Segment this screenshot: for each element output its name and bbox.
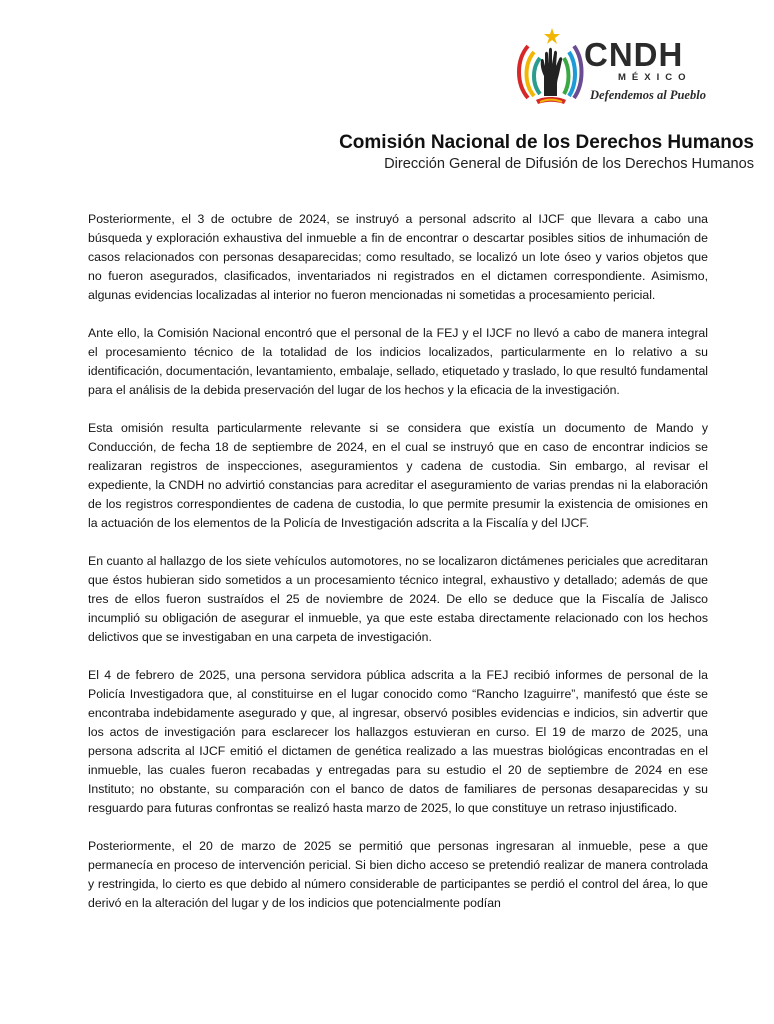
raised-hand-emblem-icon [514,26,584,106]
institution-title: Comisión Nacional de los Derechos Humanos [339,132,754,153]
document-header [339,132,754,174]
cndh-logo [514,26,734,110]
logo-tagline: Defendemos al Pueblo [590,88,706,102]
paragraph: Posteriormente, el 20 de marzo de 2025 se permitió que personas ingresaran al inmueble, pese a que permanecía en proceso de intervención pericial. Si bien dicho acceso se pretendió realizar de manera controlada y restringida, lo cierto es que debido al número considerable de participantes se perdió el control del área, lo que derivó en la alteración del lugar y de los indicios que potencialmente podían [88,839,708,910]
paragraph: En cuanto al hallazgo de los siete vehículos automotores, no se localizaron dictámenes periciales que acreditaran que éstos hubieran sido sometidos a un procesamiento técnico integral, exhaustivo y detallado; además de que tres de ellos fueron sustraídos el 25 de noviembre de 2024. De ello se deduce que la Fiscalía de Jalisco incumplió su obligación de asegurar el inmueble, ya que este estaba directamente relacionado con los hechos delictivos que se investigaban en una carpeta de investigación. [88,554,708,644]
department-subtitle: Dirección General de Difusión de los Derechos Humanos [384,156,754,172]
paragraph: Posteriormente, el 3 de octubre de 2024, se instruyó a personal adscrito al IJCF que llevara a cabo una búsqueda y exploración exhaustiva del inmueble a fin de encontrar o descartar posibles sitios de inhumación de casos relacionados con personas desaparecidas; como resultado, se localizó un lote óseo y varios objetos que no fueron asegurados, clasificados, inventariados ni registrados en el dictamen correspondiente. Asimismo, algunas evidencias localizadas al interior no fueron mencionadas ni sometidas a procesamiento pericial. [88,212,708,302]
logo-country: MÉXICO [618,72,692,83]
logo-wordmark: CNDH [584,36,684,73]
paragraph: Esta omisión resulta particularmente relevante si se considera que existía un documento de Mando y Conducción, de fecha 18 de septiembre de 2024, en el cual se instruyó que en caso de encontrar indicios se realizaran registros de inspecciones, aseguramientos y cadena de custodia. Sin embargo, al revisar el expediente, la CNDH no advirtió constancias para acreditar el aseguramiento de varias prendas ni la elaboración de los registros correspondientes de cadena de custodia, lo que permite presumir la existencia de omisiones en la actuación de los elementos de la Policía de Investigación adscrita a la Fiscalía y del IJCF. [88,421,708,530]
paragraph: Ante ello, la Comisión Nacional encontró que el personal de la FEJ y el IJCF no llevó a cabo de manera integral el procesamiento técnico de la totalidad de los indicios localizados, particularmente en lo relativo a su identificación, documentación, levantamiento, embalaje, sellado, etiquetado y traslado, lo que resultó fundamental para el análisis de la debida preservación del lugar de los hechos y la eficacia de la investigación. [88,326,709,397]
paragraph: El 4 de febrero de 2025, una persona servidora pública adscrita a la FEJ recibió informes de personal de la Policía Investigadora que, al constituirse en el lugar conocido como “Rancho Izaguirre”, manifestó que éste se encontraba indebidamente asegurado y que, al ingresar, observó posibles evidencias e indicios, sin advertir que los actos de investigación para esclarecer los hallazgos estuvieran en curso. El 19 de marzo de 2025, una persona adscrita al IJCF emitió el dictamen de genética realizado a las muestras biológicas encontradas en el inmueble, las cuales fueron recabadas y entregadas para su estudio el 20 de septiembre de 2024 en ese Instituto; no obstante, su comparación con el banco de datos de familiares de personas desaparecidas y su resguardo para futuras confrontas se realizó hasta marzo de 2025, lo que constituye un retraso injustificado. [88,668,708,815]
document-body [88,210,708,932]
